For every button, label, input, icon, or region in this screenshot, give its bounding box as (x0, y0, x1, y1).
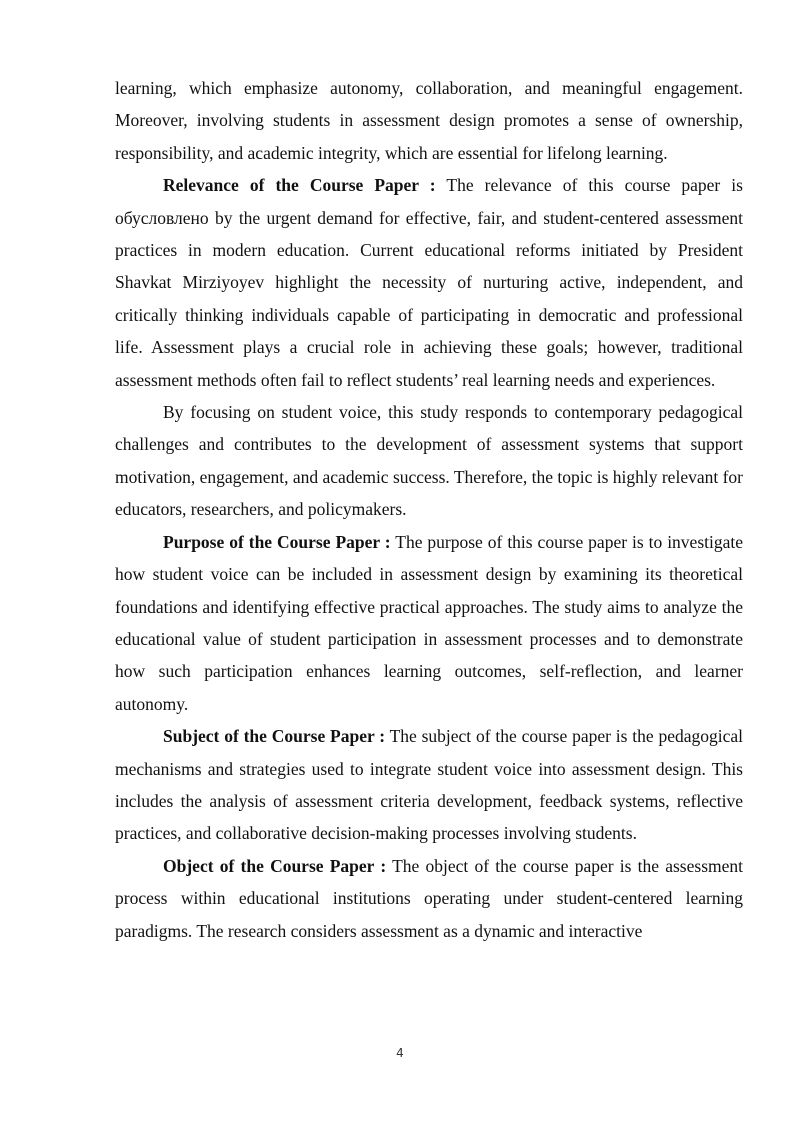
paragraph-relevance (115, 169, 743, 396)
page-body (115, 72, 743, 947)
paragraph-object (115, 850, 743, 947)
heading-purpose: Purpose of the Course Paper : (163, 531, 391, 552)
heading-subject: Subject of the Course Paper : (163, 726, 386, 747)
text-relevance: The relevance of this course paper is обусловлено by the urgent demand for effective, fair, and student-centered assessment practices in modern education. Current educational reforms initiated by President Shavkat Mirziyoyev highlight the necessity of nurturing active, independent, and critically thinking individuals capable of participating in democratic and professional life. Assessment plays a crucial role in achieving these goals; however, traditional assessment methods often fail to reflect students’ real learning needs and experiences. (115, 175, 743, 390)
heading-object: Object of the Course Paper : (163, 855, 387, 876)
text-object: The object of the course paper is the assessment process within educational institutions operating under student-centered learning paradigms. The research considers assessment as a dynamic and interactive (115, 855, 744, 941)
paragraph-student-voice: By focusing on student voice, this study responds to contemporary pedagogical challenges and contributes to the development of assessment systems that support motivation, engagement, and academic success. Therefore, the topic is highly relevant for educators, researchers, and policymakers. (115, 402, 743, 520)
page-number: 4 (396, 1046, 404, 1060)
paragraph-purpose (115, 526, 743, 720)
heading-relevance: Relevance of the Course Paper : (163, 175, 436, 196)
paragraph-subject (115, 720, 743, 850)
text-subject: The subject of the course paper is the pedagogical mechanisms and strategies used to integrate student voice into assessment design. This includes the analysis of assessment criteria development, feedback systems, reflective practices, and collaborative decision-making processes involving students. (115, 726, 743, 844)
text-purpose: The purpose of this course paper is to investigate how student voice can be included in assessment design by examining its theoretical foundations and identifying effective practical approaches. The study aims to analyze the educational value of student participation in assessment processes and to demonstrate how such participation enhances learning outcomes, self-reflection, and learner autonomy. (115, 531, 744, 714)
paragraph-intro-continued: learning, which emphasize autonomy, collaboration, and meaningful engagement. Moreover, involving students in assessment design promotes a sense of ownership, responsibility, and academic integrity, which are essential for lifelong learning. (115, 78, 743, 163)
